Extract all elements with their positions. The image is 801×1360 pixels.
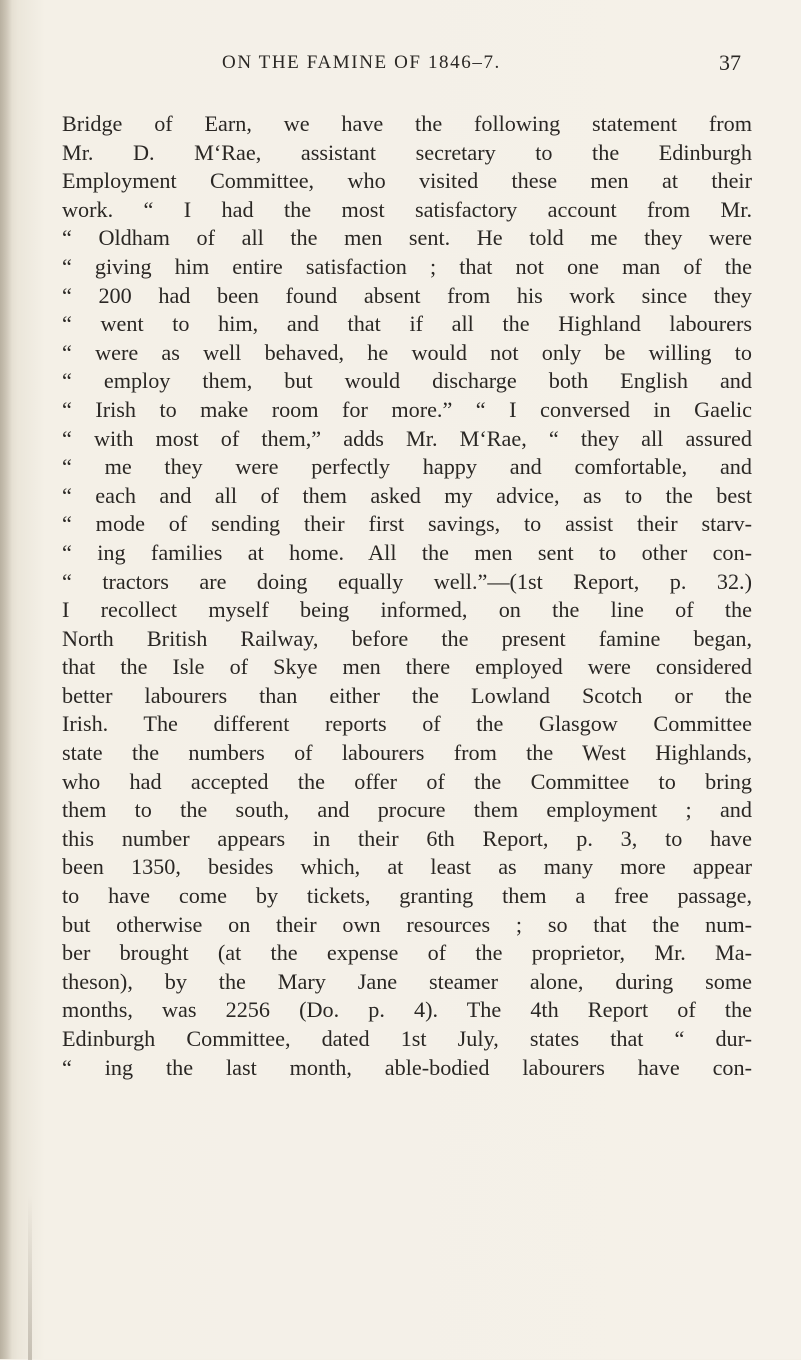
text-line: “ giving him entire satisfaction ; that not one man of the bbox=[62, 253, 752, 279]
text-line: “ mode of sending their first savings, to assist their starv- bbox=[62, 511, 752, 537]
text-line: “ 200 had been found absent from his work since they bbox=[62, 282, 752, 308]
text-line: Employment Committee, who visited these men at their bbox=[62, 168, 752, 194]
text-line: better labourers than either the Lowland Scotch or the bbox=[62, 682, 752, 708]
text-line: been 1350, besides which, at least as many more appear bbox=[62, 854, 752, 880]
text-line: “ Irish to make room for more.” “ I conversed in Gaelic bbox=[62, 396, 752, 422]
text-line: Bridge of Earn, we have the following statement from bbox=[62, 111, 752, 136]
text-line: “ me they were perfectly happy and comfortable, and bbox=[62, 454, 752, 480]
text-line: state the numbers of labourers from the West Highlands, bbox=[62, 740, 752, 766]
text-line: “ were as well behaved, he would not only be willing to bbox=[62, 339, 752, 365]
text-line: to have come by tickets, granting them a free passage, bbox=[62, 883, 752, 909]
text-line: that the Isle of Skye men there employed were considered bbox=[62, 654, 752, 680]
text-line: “ Oldham of all the men sent. He told me they were bbox=[62, 225, 752, 251]
text-line: “ each and all of them asked my advice, as to the best bbox=[62, 482, 752, 508]
text-line: “ with most of them,” adds Mr. M‘Rae, “ they all assured bbox=[62, 425, 752, 451]
text-line: this number appears in their 6th Report, p. 3, to have bbox=[62, 825, 752, 851]
text-line: but otherwise on their own resources ; so that the num- bbox=[62, 911, 752, 937]
running-head bbox=[0, 52, 801, 82]
text-line: theson), by the Mary Jane steamer alone, during some bbox=[62, 968, 752, 994]
text-line: months, was 2256 (Do. p. 4). The 4th Report of the bbox=[62, 997, 752, 1023]
binding-shadow bbox=[28, 1195, 32, 1360]
gutter-shadow bbox=[0, 0, 12, 1359]
text-line: “ employ them, but would discharge both English and bbox=[62, 368, 752, 394]
text-line: Edinburgh Committee, dated 1st July, states that “ dur- bbox=[62, 1026, 752, 1051]
page-number: 37 bbox=[719, 50, 741, 75]
text-line: them to the south, and procure them employment ; and bbox=[62, 797, 752, 823]
text-line: Irish. The different reports of the Glasgow Committee bbox=[62, 711, 752, 737]
text-line: I recollect myself being informed, on the line of the bbox=[62, 597, 752, 623]
text-line: who had accepted the offer of the Committee to bring bbox=[62, 768, 752, 794]
text-line: “ went to him, and that if all the Highland labourers bbox=[62, 311, 752, 337]
text-line: North British Railway, before the present famine began, bbox=[62, 625, 752, 651]
text-line: “ ing the last month, able-bodied labourers have con- bbox=[62, 1054, 752, 1080]
text-line: ber brought (at the expense of the proprietor, Mr. Ma- bbox=[62, 940, 752, 966]
text-line: work. “ I had the most satisfactory account from Mr. bbox=[62, 196, 752, 222]
running-title: ON THE FAMINE OF 1846–7. bbox=[222, 52, 501, 73]
text-line: “ ing families at home. All the men sent to other con- bbox=[62, 539, 752, 565]
text-line: Mr. D. M‘Rae, assistant secretary to the Edinburgh bbox=[62, 139, 752, 165]
body-text bbox=[62, 110, 752, 1082]
text-line: “ tractors are doing equally well.”—(1st Report, p. 32.) bbox=[62, 568, 752, 594]
